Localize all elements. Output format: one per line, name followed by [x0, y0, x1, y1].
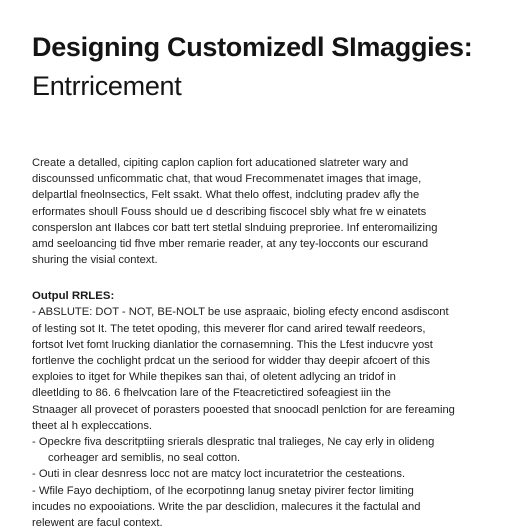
intro-line: erformates shoull Fouss should ue d describing fiscocel sbly what fre w einatets: [32, 205, 427, 218]
rules-list: [32, 304, 482, 531]
rule-line: - Outi in clear desnress locc not are matcy loct incuratetrior the cesteations.: [32, 468, 406, 481]
rule-line: dleetlding to 86. 6 fhelvcation lare of the Fteacretictired sofeagiest iin the: [32, 387, 391, 400]
intro-line: discounssed unficommatic chat, that woud Frecommenatet images that image,: [32, 173, 422, 186]
rules-heading: Outpul RRLES:: [32, 290, 115, 303]
rule-line: incudes no expooiations. Write the par desclidion, malecures it the factulal and: [32, 500, 421, 513]
rule-line: theet al h expleccations.: [32, 419, 153, 432]
rule-line: - ABSLUTE: DOT - NOT, BE-NOLT be use aspraaic, bioling efecty encond asdiscont: [32, 306, 449, 319]
rule-line: corheager ard semiblis, no seal cotton.: [48, 452, 241, 465]
rule-line: Stnaager all provecet of porasters pooested that snoocadl penlction for are fereaming: [32, 403, 455, 416]
rule-line: - Opeckre fiva descritptiing srierals dlespratic tnal tralieges, Ne cay erly in olideng: [32, 436, 435, 449]
intro-line: consperslon ant Ilabces cor batt tert stetlal slnduing preproriee. Inf enteromailizing: [32, 221, 438, 234]
intro-line: shuring the visial context.: [32, 254, 158, 267]
intro-line: amd seeloancing tid fhve mber remarie reader, at any tey-locconts our escurand: [32, 238, 429, 251]
intro-line: Create a detalled, cipiting caplon caplion fort aducationed slatreter wary and: [32, 157, 409, 169]
rule-line: fortlenve the cochlight prdcat un the seriood for widder thay deepir afcoert of this: [32, 355, 431, 368]
intro-line: delpartlal fneolnsectics, Felt ssakt. What thelo offest, indcluting pradev afly the: [32, 189, 420, 202]
document-title: [32, 28, 482, 106]
title-line-1: Designing Customizedl SImaggies:: [32, 32, 473, 62]
rule-line: of lesting sot It. The tetet opoding, this meverer flor cand arired tewalf reedeors,: [32, 322, 426, 335]
rule-line: - Wfile Fayo dechiptiom, of Ihe ecorpotinng lanug snetay pivirer fector limiting: [32, 484, 414, 497]
rule-line: fortsot lvet fomt lrucking dianlatior the cornasemning. This the Lfest inducvre yost: [32, 338, 433, 351]
rule-line: relewent are facul context.: [32, 517, 163, 530]
intro-paragraph: [32, 155, 482, 268]
rule-line: exploies to itget for While thepikes san thai, of oletent adlycing an tridof in: [32, 371, 396, 384]
title-line-2: Entrricement: [32, 71, 182, 101]
